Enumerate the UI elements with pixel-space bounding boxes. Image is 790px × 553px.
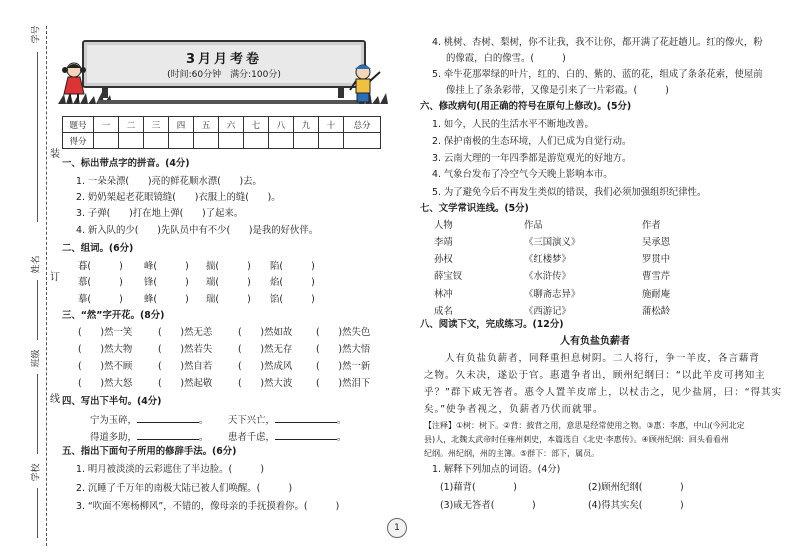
- page-title: 3月月考卷: [185, 52, 263, 67]
- sub-question: (1)藉背( ): [440, 482, 517, 493]
- idiom-item: ( )然一新: [316, 361, 371, 372]
- sub-question: (2)顾州纪纲( ): [588, 482, 684, 493]
- question-item-continued: 像挂上了条条彩带，又像是引来了一片彩霞。( ): [446, 85, 669, 96]
- idiom-item: ( )然成风: [238, 361, 293, 372]
- sentence-item: 1. 如今，人民的生活水平不断地改善。: [432, 119, 594, 130]
- section-5-heading: 五、指出下面句子所用的修辞手法。(6分): [62, 446, 237, 457]
- score-input-cell[interactable]: [119, 133, 144, 149]
- idiom-item: ( )然失色: [316, 327, 371, 338]
- idiom-item: ( )然无存: [238, 344, 293, 355]
- idiom-item: ( )然若失: [158, 344, 213, 355]
- match-author[interactable]: 施耐庵: [642, 289, 671, 300]
- verse-item: [228, 430, 346, 444]
- verse-suffix: 。: [336, 415, 347, 426]
- question-item: 2. 奶奶架起老花眼镜缝( )衣服上的缝( )。: [76, 192, 281, 203]
- word-item: 锋( ): [144, 277, 189, 288]
- column-header-work: 作品: [524, 220, 543, 231]
- score-input-cell[interactable]: [244, 133, 269, 149]
- score-cell: 一: [94, 117, 119, 133]
- answer-blank[interactable]: [137, 430, 199, 440]
- word-item: 峰( ): [144, 261, 189, 272]
- score-input-cell[interactable]: [194, 133, 219, 149]
- score-input-cell[interactable]: [269, 133, 294, 149]
- student-no-line: [37, 52, 38, 222]
- idiom-item: ( )然大波: [238, 378, 293, 389]
- question-item: 1. 一朵朵漂( )亮的鲜花顺水漂( )去。: [76, 176, 262, 187]
- passage-title: 人有负盐负薪者: [560, 336, 630, 347]
- girl-illustration: [62, 63, 86, 102]
- verse-suffix: 。: [198, 432, 209, 443]
- score-cell: 五: [194, 117, 219, 133]
- answer-blank[interactable]: [275, 430, 337, 440]
- score-cell: 九: [294, 117, 319, 133]
- match-person[interactable]: 李靖: [434, 237, 453, 248]
- section-1-heading: 一、标出带点字的拼音。(4分): [62, 158, 190, 169]
- match-person[interactable]: 林冲: [434, 289, 453, 300]
- name-line: [37, 280, 38, 340]
- annotation-line: 【注释】①树：树下。②背：披背之用，意思是经常使用之物。③惠：李惠，中山(今河北定: [424, 421, 745, 430]
- idiom-item: ( )然起敬: [158, 378, 213, 389]
- verse-prompt: 得道多助，: [90, 432, 137, 443]
- question-item: 5. 牵牛花那翠绿的叶片，红的、白的、紫的、蓝的花，组成了条条花索，使屋前: [432, 69, 763, 80]
- binding-dashed-line: [46, 26, 47, 546]
- score-cell: 三: [144, 117, 169, 133]
- column-header-person: 人物: [434, 220, 453, 231]
- section-6-heading: 六、修改病句(用正确的符号在原句上修改)。(5分): [420, 101, 632, 112]
- verse-suffix: 。: [198, 415, 209, 426]
- sub-question: (3)咸无答者( ): [440, 500, 536, 511]
- match-person[interactable]: 孙权: [434, 254, 453, 265]
- match-work[interactable]: 《西游记》: [524, 306, 571, 317]
- section-2-heading: 二、组词。(6分): [62, 243, 134, 254]
- idiom-item: ( )然不顾: [78, 361, 133, 372]
- section-8-heading: 八、阅读下文，完成练习。(12分): [420, 319, 564, 330]
- section-7-heading: 七、文学常识连线。(5分): [420, 203, 529, 214]
- boy-illustration: [350, 65, 380, 102]
- passage-line: 乎？”群下咸无答者。惠令人置羊皮席上，以杖击之，见少盐屑，曰：“得其实: [424, 387, 783, 398]
- idiom-item: ( )然大悟: [316, 344, 371, 355]
- question-item: 1. 明月被淡淡的云彩遮住了半边脸。( ): [76, 464, 264, 475]
- verse-item: [228, 413, 346, 427]
- question-item: 4. 新入队的少( )先队员中有不少( )是我的好伙伴。: [76, 225, 319, 236]
- annotation-line: 县)人，北魏太武帝时任雍州刺史，本篇选自《北史·李惠传》。④顾州纪纲：回头看看州: [424, 435, 729, 444]
- idiom-item: ( )然如故: [238, 327, 293, 338]
- match-author[interactable]: 曹雪芹: [642, 271, 671, 282]
- sentence-item: 2. 保护南极的生态环境，人们已成为自觉行动。: [432, 136, 632, 147]
- answer-blank[interactable]: [275, 413, 337, 423]
- passage-line: 人有负盐负薪者，同释重担息树阴。二人将行，争一羊皮，各言藉背: [424, 353, 760, 364]
- sentence-item: 3. 云南大理的一年四季都是游览观光的好地方。: [432, 153, 632, 164]
- verse-item: [90, 413, 208, 427]
- word-item: 暮( ): [78, 261, 123, 272]
- binding-char-ding: 订: [50, 272, 60, 283]
- verse-prompt: 患者千虑，: [228, 432, 275, 443]
- student-no-label: 学号: [31, 25, 42, 44]
- sentence-item: 5. 为了避免今后不再发生类似的错误，我们必须加强组织纪律性。: [432, 187, 707, 198]
- score-input-cell[interactable]: [219, 133, 244, 149]
- binding-char-zhuang: 装: [50, 149, 60, 160]
- page-number: 1: [387, 518, 407, 538]
- exam-subtitle: (时间:60分钟 满分:100分): [167, 70, 281, 80]
- idiom-item: ( )然泪下: [316, 378, 371, 389]
- banner-illustration: [58, 58, 388, 106]
- word-item: 慕( ): [78, 277, 123, 288]
- sentence-item: 4. 气象台发布了冷空气今天晚上影响本市。: [432, 169, 613, 180]
- school-line: [37, 488, 38, 538]
- question-item: 1. 解释下列加点的词语。(4分): [432, 464, 561, 475]
- binding-char-xian: 线: [50, 394, 60, 405]
- word-item: 蜂( ): [144, 294, 189, 305]
- question-item: 3. “吹面不寒杨柳风”，不错的，像母亲的手抚摸着你。( ): [76, 501, 340, 512]
- verse-prompt: 宁为玉碎，: [90, 415, 137, 426]
- grass-illustration: [58, 92, 388, 104]
- question-item: 2. 沉睡了千万年的南极大陆已被人们唤醒。( ): [76, 483, 293, 494]
- score-cell: 二: [119, 117, 144, 133]
- score-cell: 四: [169, 117, 194, 133]
- idiom-item: ( )然大怒: [78, 378, 133, 389]
- word-item: 焰( ): [270, 277, 315, 288]
- match-author[interactable]: 蒲松龄: [642, 306, 671, 317]
- passage-line: 矣。”使争者视之，负薪者乃伏而就罪。: [424, 404, 604, 415]
- score-cell: 八: [269, 117, 294, 133]
- idiom-item: ( )然自若: [158, 361, 213, 372]
- score-table: [62, 116, 381, 149]
- match-work[interactable]: 《水浒传》: [524, 271, 571, 282]
- score-cell: 总分: [344, 117, 381, 133]
- score-cell: 题号: [63, 117, 94, 133]
- word-item: 端( ): [206, 277, 251, 288]
- score-input-cell[interactable]: [294, 133, 319, 149]
- score-input-cell[interactable]: [94, 133, 119, 149]
- column-header-author: 作者: [642, 220, 661, 231]
- score-cell: 六: [219, 117, 244, 133]
- score-input-cell[interactable]: [169, 133, 194, 149]
- class-line: [37, 374, 38, 454]
- score-cell: 七: [244, 117, 269, 133]
- idiom-item: ( )然大物: [78, 344, 133, 355]
- section-4-heading: 四、写出下半句。(4分): [62, 396, 162, 407]
- score-row-label: 得分: [63, 133, 94, 149]
- word-item: 馅( ): [270, 294, 315, 305]
- annotation-line: 纪纲。州纪纲，州的主簿。⑤群下：部下，属员。: [424, 449, 600, 458]
- verse-item: [90, 430, 208, 444]
- word-item: 摹( ): [78, 294, 123, 305]
- score-input-cell[interactable]: [144, 133, 169, 149]
- score-table-score-row: [63, 133, 381, 149]
- match-work[interactable]: 《三国演义》: [524, 237, 581, 248]
- word-item: 陷( ): [270, 261, 315, 272]
- word-item: 瑞( ): [206, 294, 251, 305]
- match-author[interactable]: 吴承恩: [642, 237, 671, 248]
- passage-line: 之物。久未决，遂讼于官。惠遣争者出，顾州纪纲曰：“以此羊皮可拷知主: [424, 370, 766, 381]
- score-input-cell[interactable]: [319, 133, 344, 149]
- match-work[interactable]: 《红楼梦》: [524, 254, 571, 265]
- verse-prompt: 天下兴亡，: [228, 415, 275, 426]
- question-item-continued: 的像霞，白的像雪。( ): [446, 53, 566, 64]
- question-item: 4. 桃树、杏树、梨树，你不让我，我不让你，都开满了花赶趟儿。红的像火，粉: [432, 37, 763, 48]
- match-person[interactable]: 成名: [434, 306, 453, 317]
- verse-suffix: 。: [336, 432, 347, 443]
- match-author[interactable]: 罗贯中: [642, 254, 671, 265]
- score-cell: 十: [319, 117, 344, 133]
- name-label: 姓名: [31, 255, 42, 274]
- match-person[interactable]: 薛宝钗: [434, 271, 463, 282]
- word-item: 揣( ): [206, 261, 251, 272]
- class-label: 班级: [31, 349, 42, 368]
- idiom-item: ( )然一笑: [78, 327, 133, 338]
- answer-blank[interactable]: [137, 413, 199, 423]
- match-work[interactable]: 《聊斋志异》: [524, 289, 581, 300]
- question-item: 3. 子弹( )打在地上弹( )了起来。: [76, 208, 244, 219]
- idiom-item: ( )然无恙: [158, 327, 213, 338]
- school-label: 学校: [31, 463, 42, 482]
- sub-question: (4)得其实矣( ): [588, 500, 684, 511]
- score-table-header-row: [63, 117, 381, 133]
- section-3-heading: 三、“然”字开花。(8分): [62, 310, 165, 321]
- score-input-cell[interactable]: [344, 133, 381, 149]
